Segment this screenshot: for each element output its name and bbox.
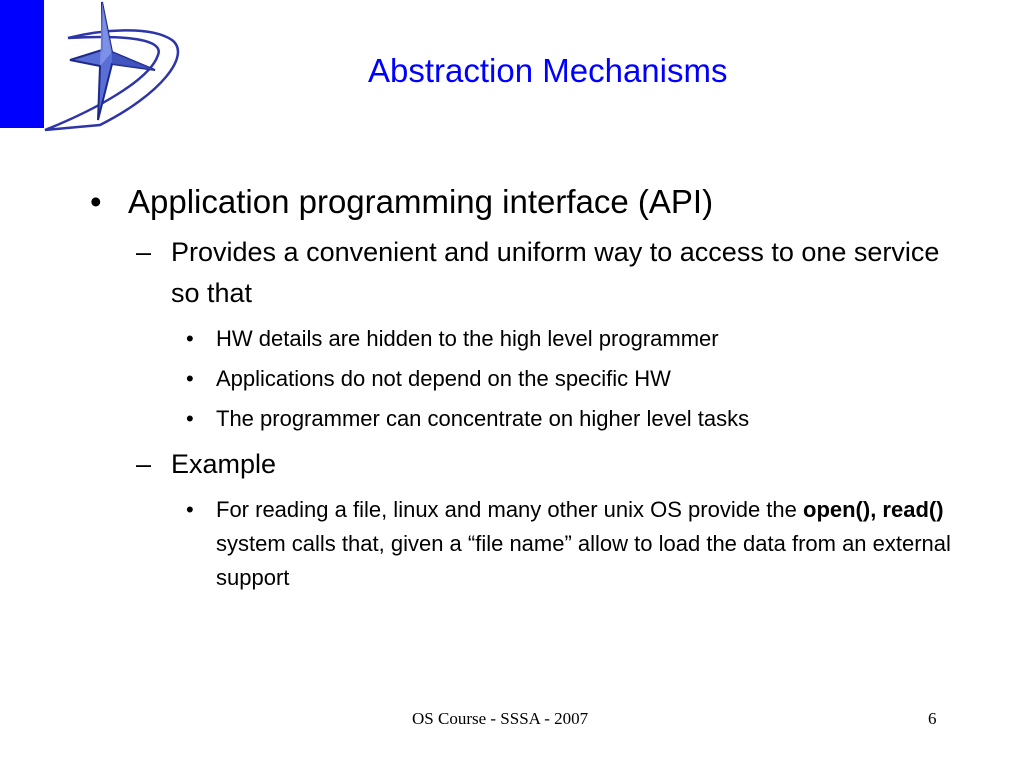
subbullet-text: Provides a convenient and uniform way to access to one service so that xyxy=(171,237,940,308)
dash-marker: – xyxy=(136,237,152,267)
bullet-marker: • xyxy=(186,406,194,431)
bullet-marker: • xyxy=(186,326,194,351)
subsub-concentrate xyxy=(186,402,976,436)
dash-marker: – xyxy=(136,449,152,479)
bullet-text: Application programming interface (API) xyxy=(128,183,714,220)
slide-body xyxy=(90,178,990,595)
bullet-marker: • xyxy=(186,366,194,391)
subsub-apps-independent xyxy=(186,362,976,396)
bullet-marker: • xyxy=(186,497,194,522)
subsub-text: Applications do not depend on the specific HW xyxy=(216,366,671,391)
syscalls-bold: open(), read() xyxy=(803,497,944,522)
subbullet-provides xyxy=(136,232,971,314)
bullet-marker: • xyxy=(90,183,102,220)
slide-title: Abstraction Mechanisms xyxy=(368,52,728,89)
subsub-reading xyxy=(186,493,976,595)
logo-icon xyxy=(40,0,190,135)
subsub-hw-hidden xyxy=(186,322,976,356)
subsub-text-cont: system calls that, given a “file name” allow to load the data from an external support xyxy=(216,531,951,590)
subsub-text: The programmer can concentrate on higher level tasks xyxy=(216,406,750,431)
accent-bar xyxy=(0,0,44,128)
subsub-text: HW details are hidden to the high level programmer xyxy=(216,326,719,351)
subbullet-example xyxy=(136,444,971,485)
subsub-text: For reading a file, linux and many other unix OS provide the xyxy=(216,497,797,522)
footer-text: OS Course - SSSA - 2007 xyxy=(412,709,589,728)
bullet-api xyxy=(90,178,990,226)
page-number: 6 xyxy=(928,709,937,728)
subbullet-text: Example xyxy=(171,449,277,479)
